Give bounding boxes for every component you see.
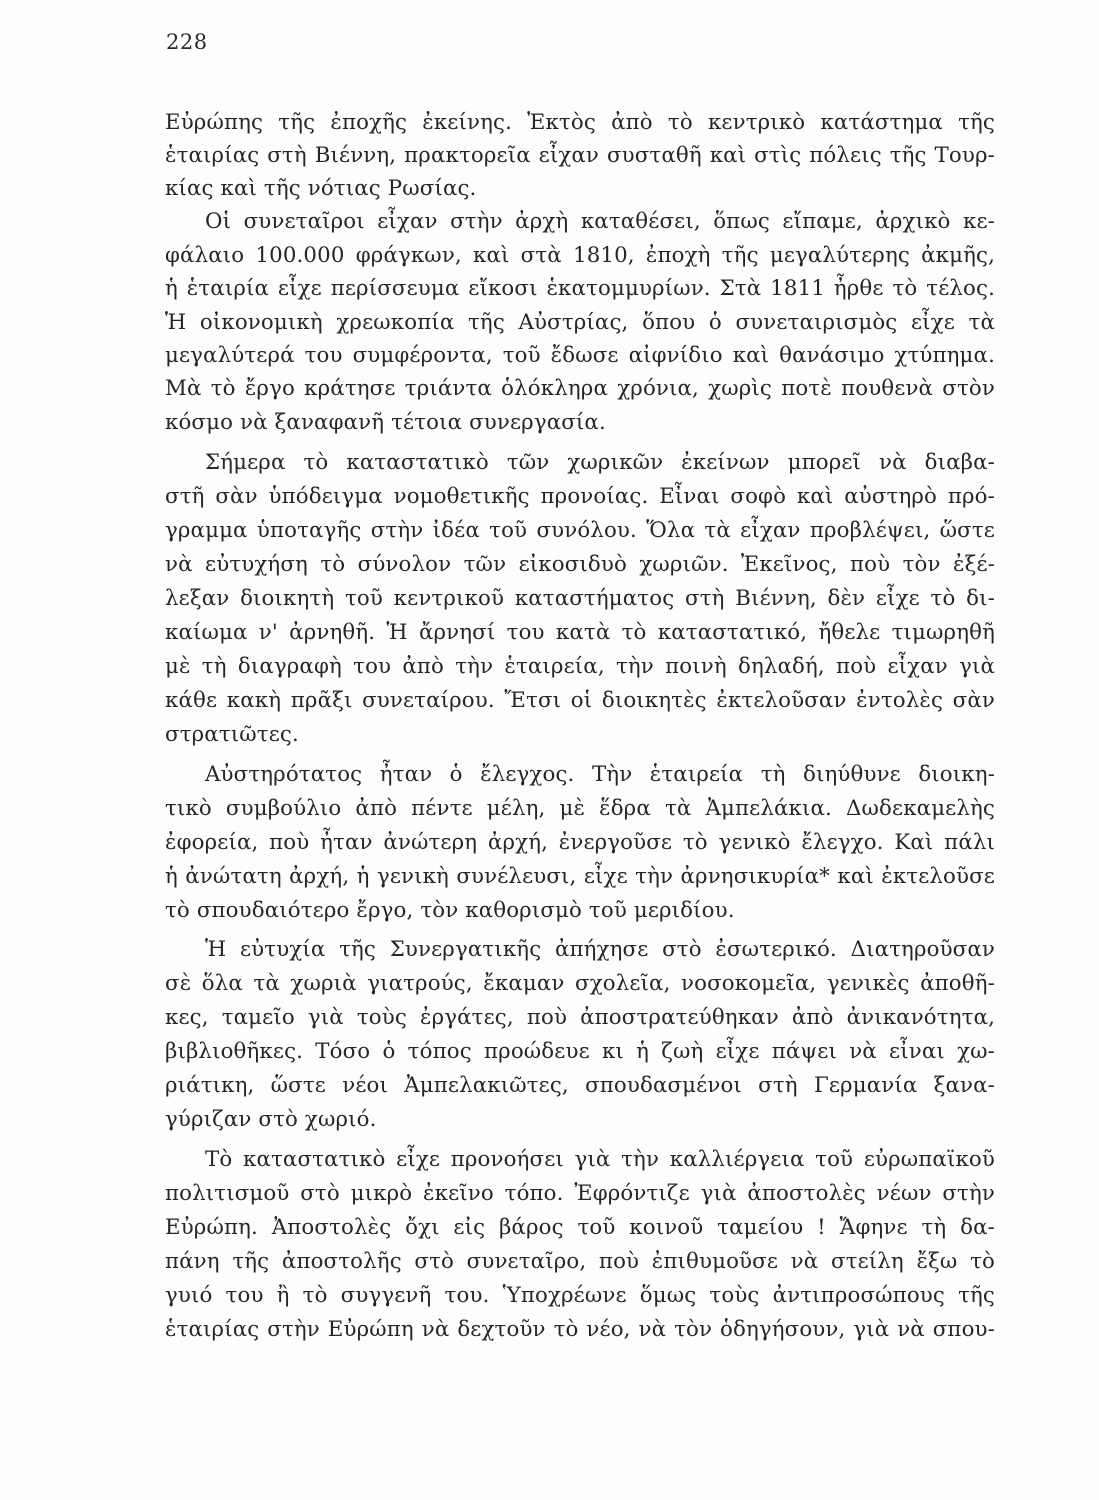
text-line: ἐφορεία, ποὺ ἦταν ἀνώτερη ἀρχή, ἐνεργοῦσε τὸ γενικὸ ἔλεγχο. Καὶ πάλι (165, 830, 995, 855)
text-line: κόσμο νὰ ξαναφανῆ τέτοια συνεργασία. (165, 410, 606, 435)
text-line: Οἱ συνεταῖροι εἶχαν στὴν ἀρχὴ καταθέσει, ὅπως εἴπαμε, ἀρχικὸ κε- (205, 209, 995, 234)
text-line: μεγαλύτερά του συμφέροντα, τοῦ ἔδωσε αἰφνίδιο καὶ θανάσιμο χτύπημα. (165, 343, 995, 368)
text-line: ἑταιρίας στὴν Εὐρώπη νὰ δεχτοῦν τὸ νέο, νὰ τὸν ὁδηγήσουν, γιὰ νὰ σπου- (165, 1317, 995, 1342)
text-line: ἡ ἑταιρία εἶχε περίσσευμα εἴκοσι ἑκατομμυρίων. Στὰ 1811 ἦρθε τὸ τέλος. (165, 276, 995, 301)
text-line: κες, ταμεῖο γιὰ τοὺς ἐργάτες, ποὺ ἀποστρατεύθηκαν ἀπὸ ἀνικανότητα, (165, 1005, 995, 1030)
text-line: Εὐρώπης τῆς ἐποχῆς ἐκείνης. Ἐκτὸς ἀπὸ τὸ κεντρικὸ κατάστημα τῆς (165, 110, 995, 135)
text-line: γύριζαν στὸ χωριό. (165, 1107, 377, 1132)
text-line: στρατιῶτες. (165, 722, 299, 747)
text-line: Αὐστηρότατος ἦταν ὁ ἔλεγχος. Τὴν ἑταιρεία τὴ διηύθυνε διοικη- (205, 762, 995, 787)
text-line: Εὐρώπη. Ἀποστολὲς ὄχι εἰς βάρος τοῦ κοινοῦ ταμείου ! Ἄφηνε τὴ δα- (165, 1215, 995, 1240)
text-line: Σήμερα τὸ καταστατικὸ τῶν χωρικῶν ἐκείνων μπορεῖ νὰ διαβα- (205, 450, 995, 475)
text-line: ριάτικη, ὥστε νέοι Ἀμπελακιῶτες, σπουδασμένοι στὴ Γερμανία ξανα- (165, 1073, 995, 1098)
text-line: ἑταιρίας στὴ Βιέννη, πρακτορεῖα εἶχαν συσταθῆ καὶ στὶς πόλεις τῆς Τουρ- (165, 143, 995, 168)
text-line: στῆ σὰν ὑπόδειγμα νομοθετικῆς προνοίας. Εἶναι σοφὸ καὶ αὐστηρὸ πρό- (165, 484, 995, 509)
text-line: γυιό του ἢ τὸ συγγενῆ του. Ὑποχρέωνε ὅμως τοὺς ἀντιπροσώπους τῆς (165, 1283, 995, 1308)
text-line: τικὸ συμβούλιο ἀπὸ πέντε μέλη, μὲ ἕδρα τὰ Ἀμπελάκια. Δωδεκαμελὴς (165, 796, 995, 821)
text-line: σὲ ὅλα τὰ χωριὰ γιατρούς, ἔκαμαν σχολεῖα, νοσοκομεῖα, γενικὲς ἀποθῆ- (165, 971, 995, 996)
text-line: Μὰ τὸ ἔργο κράτησε τριάντα ὁλόκληρα χρόνια, χωρὶς ποτὲ πουθενὰ στὸν (165, 376, 995, 401)
text-line: τὸ σπουδαιότερο ἔργο, τὸν καθορισμὸ τοῦ μεριδίου. (165, 898, 735, 923)
text-line: πάνη τῆς ἀποστολῆς στὸ συνεταῖρο, ποὺ ἐπιθυμοῦσε νὰ στείλη ἔξω τὸ (165, 1249, 995, 1274)
text-line: ἡ ἀνώτατη ἀρχή, ἡ γενικὴ συνέλευσι, εἶχε τὴν ἀρνησικυρία* καὶ ἐκτελοῦσε (165, 864, 995, 889)
text-line: μὲ τὴ διαγραφὴ του ἀπὸ τὴν ἑταιρεία, τὴν ποινὴ δηλαδή, ποὺ εἶχαν γιὰ (165, 654, 995, 679)
text-line: Ἡ οἰκονομικὴ χρεωκοπία τῆς Αὐστρίας, ὅπου ὁ συνεταιρισμὸς εἶχε τὰ (165, 310, 995, 335)
text-line: κάθε κακὴ πρᾶξι συνεταίρου. Ἔτσι οἱ διοικητὲς ἐκτελοῦσαν ἐντολὲς σὰν (165, 688, 995, 713)
text-line: πολιτισμοῦ στὸ μικρὸ ἐκεῖνο τόπο. Ἐφρόντιζε γιὰ ἀποστολὲς νέων στὴν (165, 1181, 995, 1206)
text-line: Ἡ εὐτυχία τῆς Συνεργατικῆς ἀπήχησε στὸ ἐσωτερικό. Διατηροῦσαν (205, 937, 995, 962)
text-line: νὰ εὐτυχήση τὸ σύνολον τῶν εἰκοσιδυὸ χωριῶν. Ἐκεῖνος, ποὺ τὸν ἐξέ- (165, 552, 995, 577)
text-line: γραμμα ὑποταγῆς στὴν ἰδέα τοῦ συνόλου. Ὅλα τὰ εἶχαν προβλέψει, ὥστε (165, 518, 995, 543)
page-number: 228 (166, 30, 208, 54)
text-line: φάλαιο 100.000 φράγκων, καὶ στὰ 1810, ἐποχὴ τῆς μεγαλύτερης ἀκμῆς, (165, 243, 995, 268)
text-line: καίωμα ν' ἀρνηθῆ. Ἡ ἄρνησί του κατὰ τὸ καταστατικό, ἤθελε τιμωρηθῆ (165, 620, 995, 645)
text-line: κίας καὶ τῆς νότιας Ρωσίας. (165, 176, 477, 201)
text-line: Τὸ καταστατικὸ εἶχε προνοήσει γιὰ τὴν καλλιέργεια τοῦ εὐρωπαϊκοῦ (205, 1147, 995, 1172)
text-line: βιβλιοθῆκες. Τόσο ὁ τόπος προώδευε κι ἡ ζωὴ εἶχε πάψει νὰ εἶναι χω- (165, 1039, 995, 1064)
text-line: λεξαν διοικητὴ τοῦ κεντρικοῦ καταστήματος στὴ Βιέννη, δὲν εἶχε τὸ δι- (165, 586, 995, 611)
